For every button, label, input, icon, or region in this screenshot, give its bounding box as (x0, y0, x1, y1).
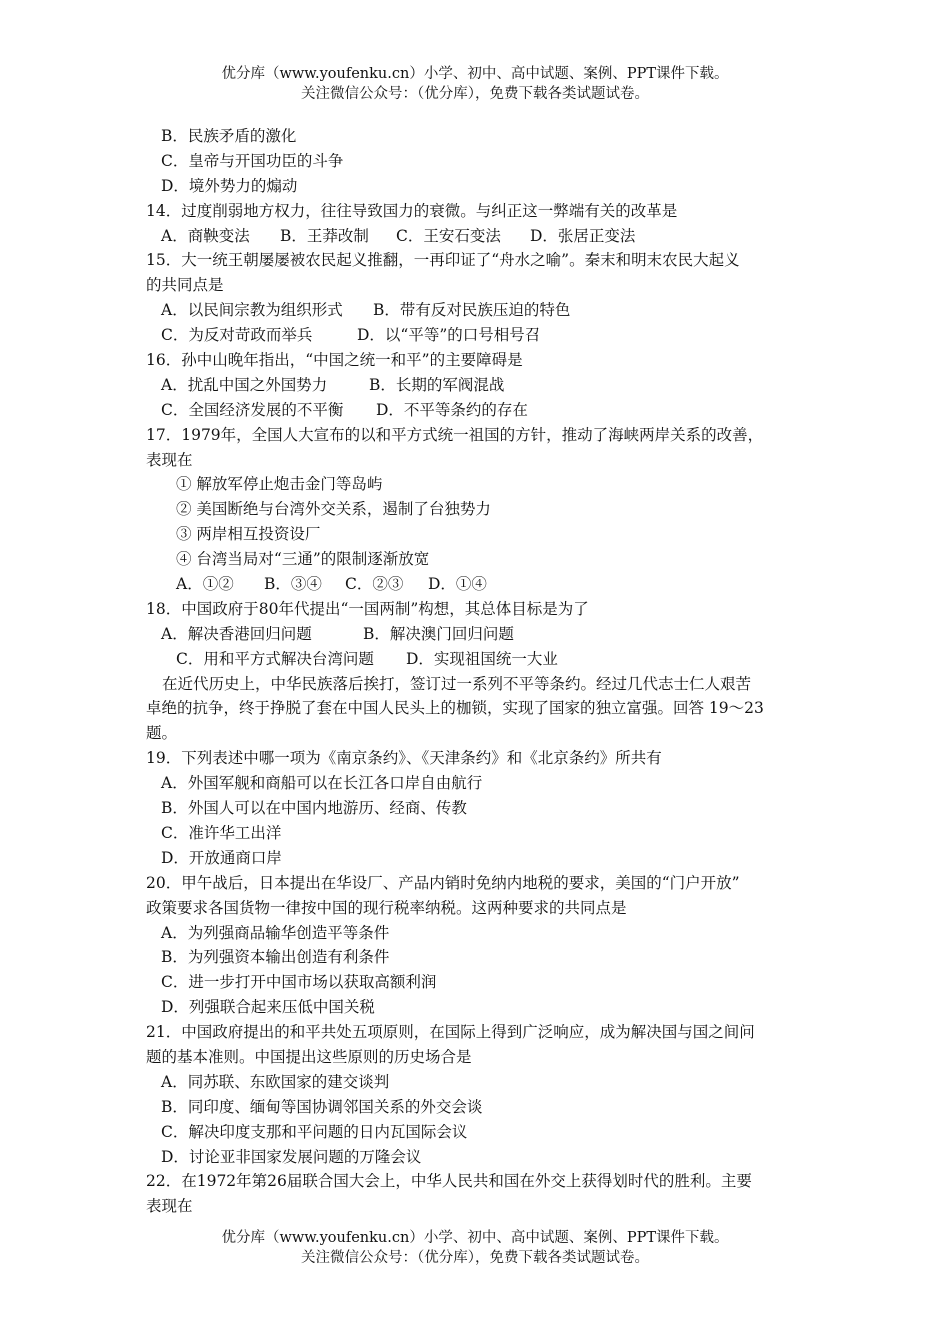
q17-option-d: D．①④ (428, 575, 487, 594)
q21-stem-line-2: 题的基本准则。中国提出这些原则的历史场合是 (146, 1047, 472, 1066)
q18-option-d: D．实现祖国统一大业 (406, 649, 558, 668)
q18-stem: 18．中国政府于80年代提出“一国两制”构想，其总体目标是为了 (146, 599, 589, 618)
footer-line-1: 优分库（www.youfenku.cn）小学、初中、高中试题、案例、PPT课件下载。 (221, 1230, 729, 1246)
q17-stem-line-1: 17．1979年，全国人大宣布的以和平方式统一祖国的方针，推动了海峡两岸关系的改善， (146, 425, 764, 444)
q14-option-d: D．张居正变法 (530, 226, 636, 245)
q15-options-row-1 (146, 298, 812, 323)
q21-option-b: B．同印度、缅甸等国协调邻国关系的外交会谈 (161, 1097, 483, 1116)
q14-option-b: B．王莽改制 (280, 226, 369, 245)
q19-option-b: B．外国人可以在中国内地游历、经商、传教 (161, 799, 467, 818)
q21-stem-line-1: 21．中国政府提出的和平共处五项原则，在国际上得到广泛响应，成为解决国与国之间问 (146, 1023, 755, 1042)
q13-option-c: C．皇帝与开国功臣的斗争 (161, 151, 344, 170)
q18-option-b: B．解决澳门回归问题 (363, 624, 514, 643)
q15-stem-line-2: 的共同点是 (146, 276, 224, 295)
q21-option-c: C．解决印度支那和平问题的日内瓦国际会议 (161, 1122, 468, 1141)
passage-line-1: 在近代历史上，中华民族落后挨打，签订过一系列不平等条约。经过几代志士仁人艰苦 (162, 674, 752, 693)
q18-option-c: C．用和平方式解决台湾问题 (176, 649, 374, 668)
footer-line-2: 关注微信公众号：（优分库），免费下载各类试题试卷。 (301, 1250, 649, 1266)
q16-stem: 16．孙中山晚年指出，“中国之统一和平”的主要障碍是 (146, 351, 523, 370)
q14-option-c: C．王安石变法 (396, 226, 501, 245)
q17-item-2: ② 美国断绝与台湾外交关系，遏制了台独势力 (176, 500, 491, 519)
q17-option-a: A．①② (176, 575, 234, 594)
q17-item-3: ③ 两岸相互投资设厂 (176, 525, 321, 544)
q22-stem-line-2: 表现在 (146, 1197, 193, 1216)
q20-option-d: D．列强联合起来压低中国关税 (161, 998, 375, 1017)
q15-option-c: C．为反对苛政而举兵 (161, 326, 313, 345)
q17-item-1: ① 解放军停止炮击金门等岛屿 (176, 475, 383, 494)
q16-option-c: C．全国经济发展的不平衡 (161, 400, 344, 419)
passage-line-2: 卓绝的抗争，终于挣脱了套在中国人民头上的枷锁，实现了国家的独立富强。回答 19～23 (146, 699, 764, 718)
header-line-1: 优分库（www.youfenku.cn）小学、初中、高中试题、案例、PPT课件下载。 (221, 66, 729, 82)
q14-option-a: A．商鞅变法 (161, 226, 250, 245)
q19-option-c: C．准许华工出洋 (161, 823, 282, 842)
q16-option-a: A．扰乱中国之外国势力 (161, 375, 328, 394)
q14-options (146, 224, 812, 249)
q14-stem: 14．过度削弱地方权力，往往导致国力的衰微。与纠正这一弊端有关的改革是 (146, 201, 678, 220)
exam-content (146, 124, 812, 1219)
q13-option-d: D．境外势力的煽动 (161, 176, 298, 195)
q21-option-d: D．讨论亚非国家发展问题的万隆会议 (161, 1147, 422, 1166)
q15-options-row-2 (146, 323, 812, 348)
q19-option-a: A．外国军舰和商船可以在长江各口岸自由航行 (161, 774, 483, 793)
q13-option-b: B．民族矛盾的激化 (161, 127, 297, 145)
q22-stem-line-1: 22．在1972年第26届联合国大会上，中华人民共和国在外交上获得划时代的胜利。主要 (146, 1172, 752, 1191)
q19-stem: 19．下列表述中哪一项为《南京条约》、《天津条约》和《北京条约》所共有 (146, 749, 662, 768)
q15-option-d: D．以“平等”的口号相号召 (357, 326, 541, 345)
q16-option-d: D．不平等条约的存在 (376, 400, 528, 419)
q19-option-d: D．开放通商口岸 (161, 848, 282, 867)
q20-option-a: A．为列强商品输华创造平等条件 (161, 923, 390, 942)
q20-stem-line-2: 政策要求各国货物一律按中国的现行税率纳税。这两种要求的共同点是 (146, 898, 627, 917)
q17-options (146, 572, 812, 597)
q21-option-a: A．同苏联、东欧国家的建交谈判 (161, 1072, 390, 1091)
q17-option-b: B．③④ (264, 575, 322, 594)
q16-options-row-1 (146, 373, 812, 398)
q17-stem-line-2: 表现在 (146, 450, 193, 469)
q16-option-b: B．长期的军阀混战 (369, 375, 505, 394)
q15-option-a: A．以民间宗教为组织形式 (161, 301, 343, 320)
q17-option-c: C．②③ (345, 575, 404, 594)
q15-stem-line-1: 15．大一统王朝屡屡被农民起义推翻，一再印证了“舟水之喻”。秦末和明末农民大起义 (146, 251, 740, 270)
q16-options-row-2 (146, 398, 812, 423)
q15-option-b: B．带有反对民族压迫的特色 (373, 301, 571, 320)
header-line-2: 关注微信公众号：（优分库），免费下载各类试题试卷。 (301, 86, 649, 102)
q20-stem-line-1: 20．甲午战后，日本提出在华设厂、产品内销时免纳内地税的要求，美国的“门户开放” (146, 873, 740, 892)
q18-options-row-1 (146, 622, 812, 647)
q20-option-b: B．为列强资本输出创造有利条件 (161, 948, 390, 967)
q18-option-a: A．解决香港回归问题 (161, 624, 312, 643)
q20-option-c: C．进一步打开中国市场以获取高额利润 (161, 973, 437, 992)
q18-options-row-2 (146, 647, 812, 672)
passage-line-3: 题。 (146, 724, 178, 743)
q17-item-4: ④ 台湾当局对“三通”的限制逐渐放宽 (176, 550, 430, 569)
page-header (0, 64, 950, 104)
page-footer (0, 1228, 950, 1268)
